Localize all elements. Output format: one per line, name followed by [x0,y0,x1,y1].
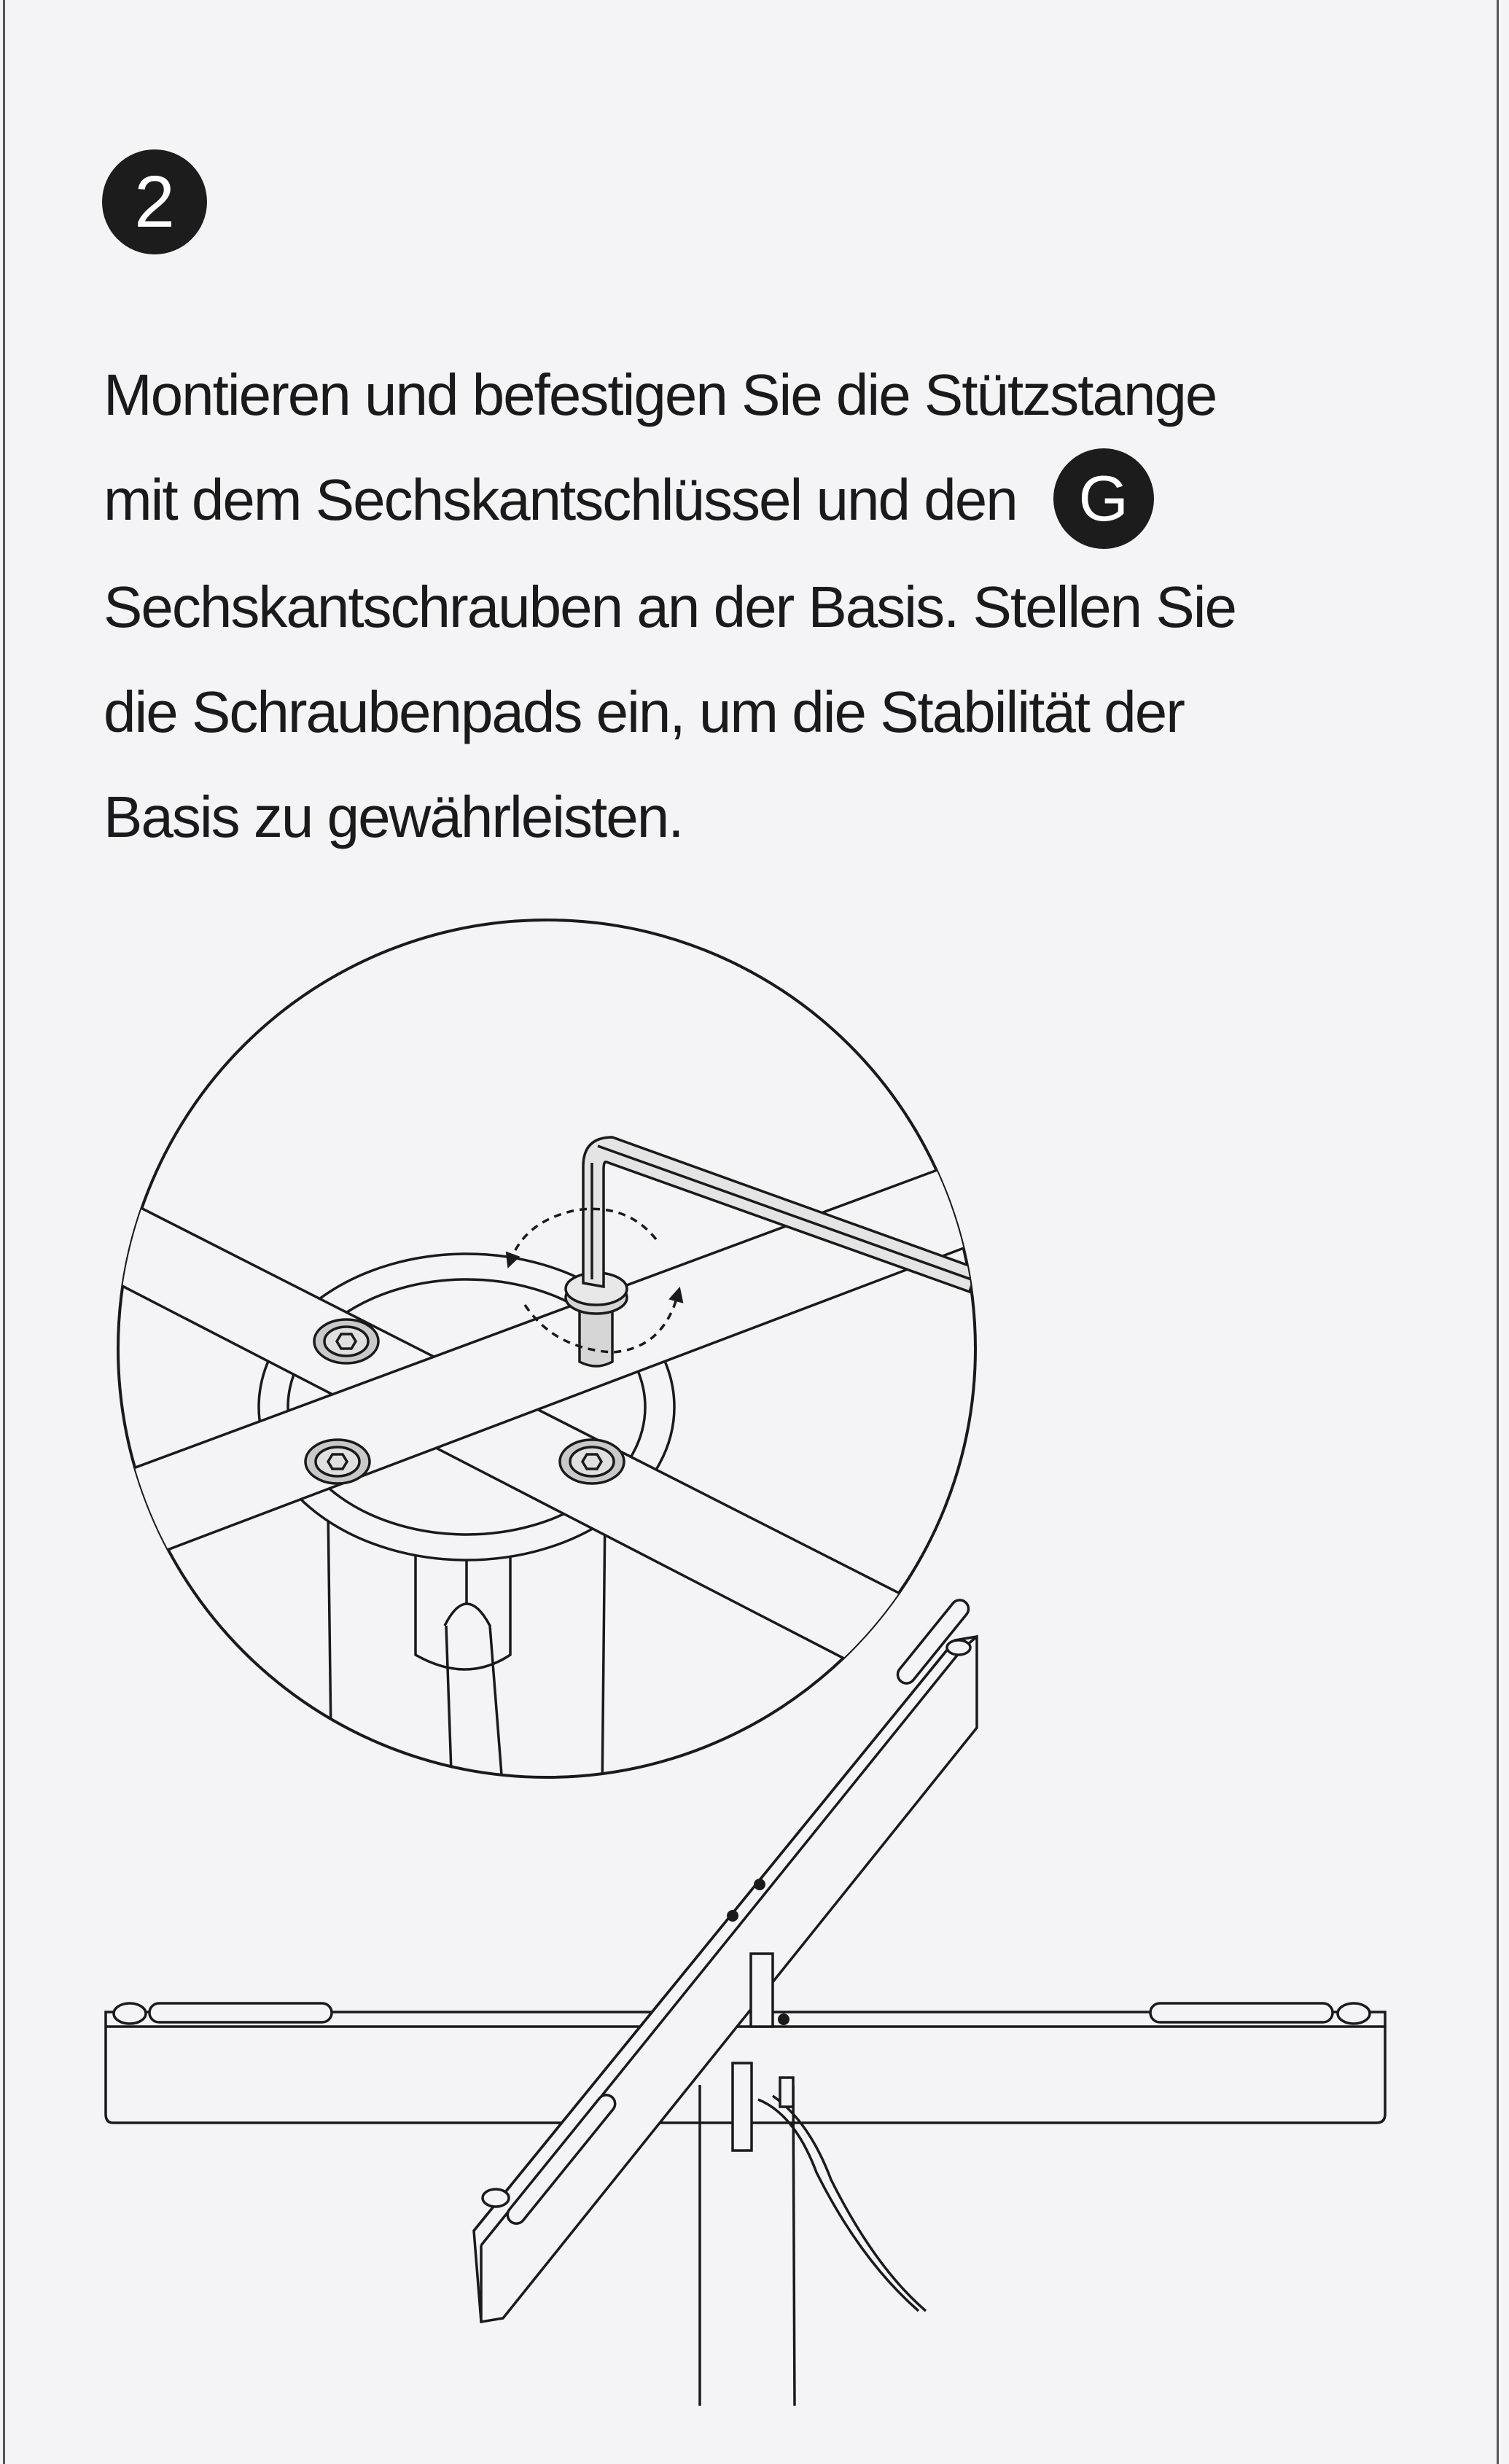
hex-bolt [560,1440,624,1484]
part-label: G [1078,461,1128,534]
step-number: 2 [134,160,175,243]
instruction-line-4: die Schraubenpads ein, um die Stabilität der [104,679,1184,744]
instruction-line-2-text: mit dem Sechskantschlüssel und den [104,467,1017,532]
hex-bolt [314,1319,378,1363]
magnified-detail-view [102,920,1021,1793]
instruction-line-3: Sechskantschrauben an der Basis. Stellen Sie [104,574,1236,639]
instruction-line-5: Basis zu gewährleisten. [104,784,683,849]
instruction-line-1: Montieren und befestigen Sie die Stützstange [104,362,1217,427]
hex-bolt [305,1440,370,1484]
